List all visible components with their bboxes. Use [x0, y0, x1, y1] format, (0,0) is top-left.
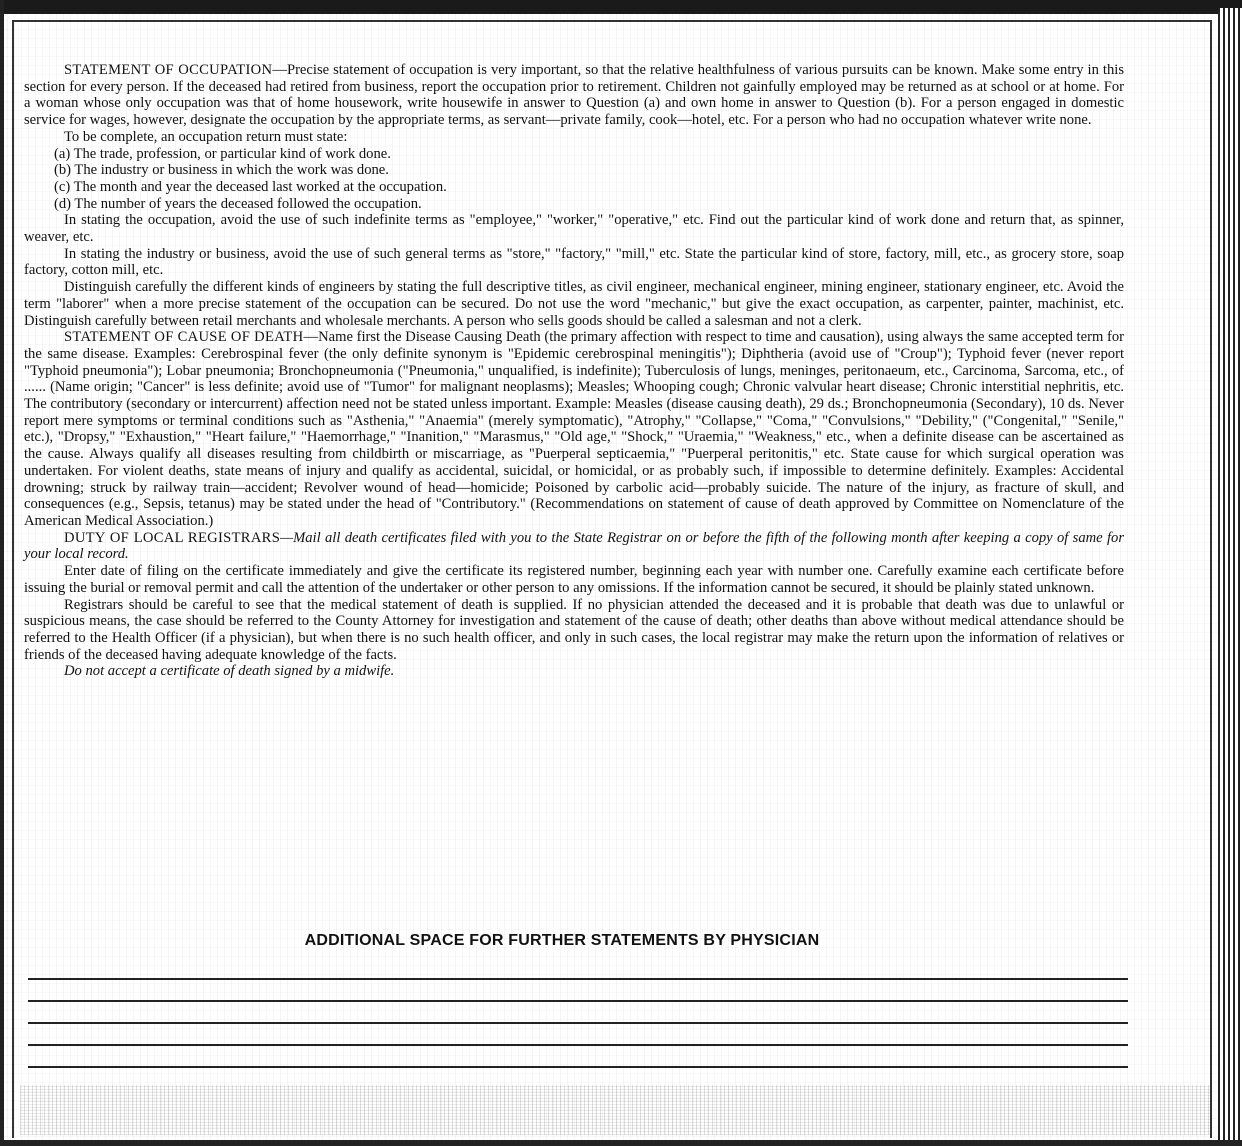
- occupation-industry-paragraph: In stating the industry or business, avoid the use of such general terms as "store," "factory," "mill," etc. State the particular kind of store, factory, mill, etc., as grocery store, soap factory, cotton mill, etc.: [24, 245, 1124, 279]
- cause-text: —Name first the Disease Causing Death (the primary affection with respect to time and causation), using always the same accepted term for the same disease. Examples: Cerebrospinal fever (the only definite synonym is "Epidemic cerebrospinal meningitis"); Diphtheria (avoid use of "Croup"); Typhoid fever (never report "Typhoid pneumonia"); Lobar pneumonia; Bronchopneumonia ("Pneumonia," unqualified, is indefinite); Tuberculosis of lungs, meninges, peritonaeum, etc., Carcinoma, Sarcoma, etc., of ...... (Name origin; "Cancer" is less definite; avoid use of "Tumor" for malignant neoplasms); Measles; Whooping cough; Chronic valvular heart disease; Chronic interstitial nephritis, etc. The contributory (secondary or intercurrent) affection need not be stated unless important. Example: Measles (disease causing death), 29 ds.; Bronchopneumonia (Secondary), 10 ds. Never report mere symptoms or terminal conditions such as "Asthenia," "Anaemia" (merely symptomatic), "Atrophy," "Collapse," "Coma," "Convulsions," "Debility," ("Congenital," "Senile," etc.), "Dropsy," "Exhaustion," "Heart failure," "Haemorrhage," "Inanition," "Marasmus," "Old age," "Shock," "Uraemia," "Weakness," etc., when a definite disease can be ascertained as the cause. Always qualify all diseases resulting from childbirth or miscarriage, as "Puerperal septicaemia," "Puerperal peritonitis," etc. State cause for which surgical operation was undertaken. For violent deaths, state means of injury and qualify as accidental, suicidal, or homicidal, or as probably such, if impossible to determine definitely. Examples: Accidental drowning; struck by railway train—accident; Revolver wound of head—homicide; Poisoned by carbolic acid—probably suicide. The nature of the injury, as fracture of skull, and consequences (e.g., Sepsis, tetanus) may be stated under the head of "Contributory." (Recommendations on statement of cause of death approved by Committee on Nomenclature of the American Medical Association.): [24, 329, 1124, 529]
- occupation-list-item-c: (c) The month and year the deceased last worked at the occupation.: [54, 178, 447, 195]
- occupation-paragraph: [24, 62, 1124, 129]
- physician-writing-lines: [28, 978, 1128, 1088]
- registrars-filing-paragraph: Enter date of filing on the certificate immediately and give the certificate its registered number, beginning each year with number one. Carefully examine each certificate before issuing the burial or removal permit and call the attention of the undertaker or other person to any omissions. If the information cannot be secured, it should be plainly stated unknown.: [24, 563, 1124, 596]
- occupation-terms-paragraph: In stating the occupation, avoid the use of such indefinite terms as "employee," "worker," "operative," etc. Find out the particular kind of work done and return that, as spinner, weaver, etc.: [24, 212, 1124, 246]
- writing-line[interactable]: [28, 978, 1128, 980]
- occupation-list-item-d: (d) The number of years the deceased followed the occupation.: [54, 195, 422, 212]
- occupation-text: —Precise statement of occupation is very important, so that the relative healthfulness of various pursuits can be known. Make some entry in this section for every person. If the deceased had retired from business, report the occupation prior to retirement. Children not gainfully employed may be returned as at school or at home. For a woman whose only occupation was that of home housework, write housewife in answer to Question (a) and own home in answer to Question (b). For a person engaged in domestic service for wages, however, designate the occupation by the appropriate terms, as servant—private family, cook—hotel, etc. For a person who had no occupation whatever write none.: [24, 62, 1124, 129]
- scan-top-border: [0, 0, 1242, 14]
- form-top-rule: [12, 20, 1212, 22]
- scan-left-border: [0, 0, 4, 1146]
- occupation-heading: STATEMENT OF OCCUPATION: [64, 62, 273, 78]
- writing-line[interactable]: [28, 1022, 1128, 1024]
- writing-line[interactable]: [28, 1066, 1128, 1068]
- occupation-list-item-a: (a) The trade, profession, or particular kind of work done.: [54, 145, 391, 162]
- scan-noise-bottom: [20, 1085, 1210, 1135]
- occupation-list-item-b: (b) The industry or business in which the work was done.: [54, 162, 389, 179]
- scan-right-edge: [1218, 8, 1242, 1146]
- midwife-text: Do not accept a certificate of death signed by a midwife.: [64, 663, 395, 680]
- cause-paragraph: [24, 329, 1124, 529]
- form-right-rule: [1210, 20, 1212, 1138]
- form-left-rule: [12, 20, 14, 1138]
- occupation-engineers-paragraph: Distinguish carefully the different kinds of engineers by stating the full descriptive titles, as civil engineer, mechanical engineer, mining engineer, stationary engineer, etc. Avoid the term "laborer" when a more precise statement of the occupation can be secured. Do not use the word "mechanic," but give the exact occupation, as carpenter, painter, machinist, etc. Distinguish carefully between retail merchants and wholesale merchants. A person who sells goods should be called a salesman and not a clerk.: [24, 279, 1124, 329]
- writing-line[interactable]: [28, 1044, 1128, 1046]
- additional-space-heading: ADDITIONAL SPACE FOR FURTHER STATEMENTS BY PHYSICIAN: [304, 932, 820, 949]
- scan-bottom-border: [0, 1140, 1242, 1146]
- instructions-text: [24, 62, 1124, 680]
- occupation-complete-intro: To be complete, an occupation return must state:: [64, 128, 348, 145]
- writing-line[interactable]: [28, 1000, 1128, 1002]
- registrars-text: —Mail all death certificates filed with you to the State Registrar on or before the fifth of the following month after keeping a copy of same for your local record.: [24, 529, 1125, 563]
- registrars-midwife-paragraph: [24, 663, 1124, 680]
- registrars-paragraph: [24, 530, 1124, 563]
- cause-heading: STATEMENT OF CAUSE OF DEATH: [64, 329, 304, 346]
- registrars-heading: DUTY OF LOCAL REGISTRARS: [64, 529, 281, 546]
- registrars-medical-paragraph: Registrars should be careful to see that the medical statement of death is supplied. If no physician attended the deceased and it is probable that death was due to unlawful or suspicious means, the case should be referred to the County Attorney for investigation and statement of the cause of death; other deaths than above without medical attendance should be referred to the Health Officer (if a physician), but when there is no such health officer, and only in such cases, the local registrar may make the return upon the information of relatives or friends of the deceased having adequate knowledge of the facts.: [24, 596, 1124, 663]
